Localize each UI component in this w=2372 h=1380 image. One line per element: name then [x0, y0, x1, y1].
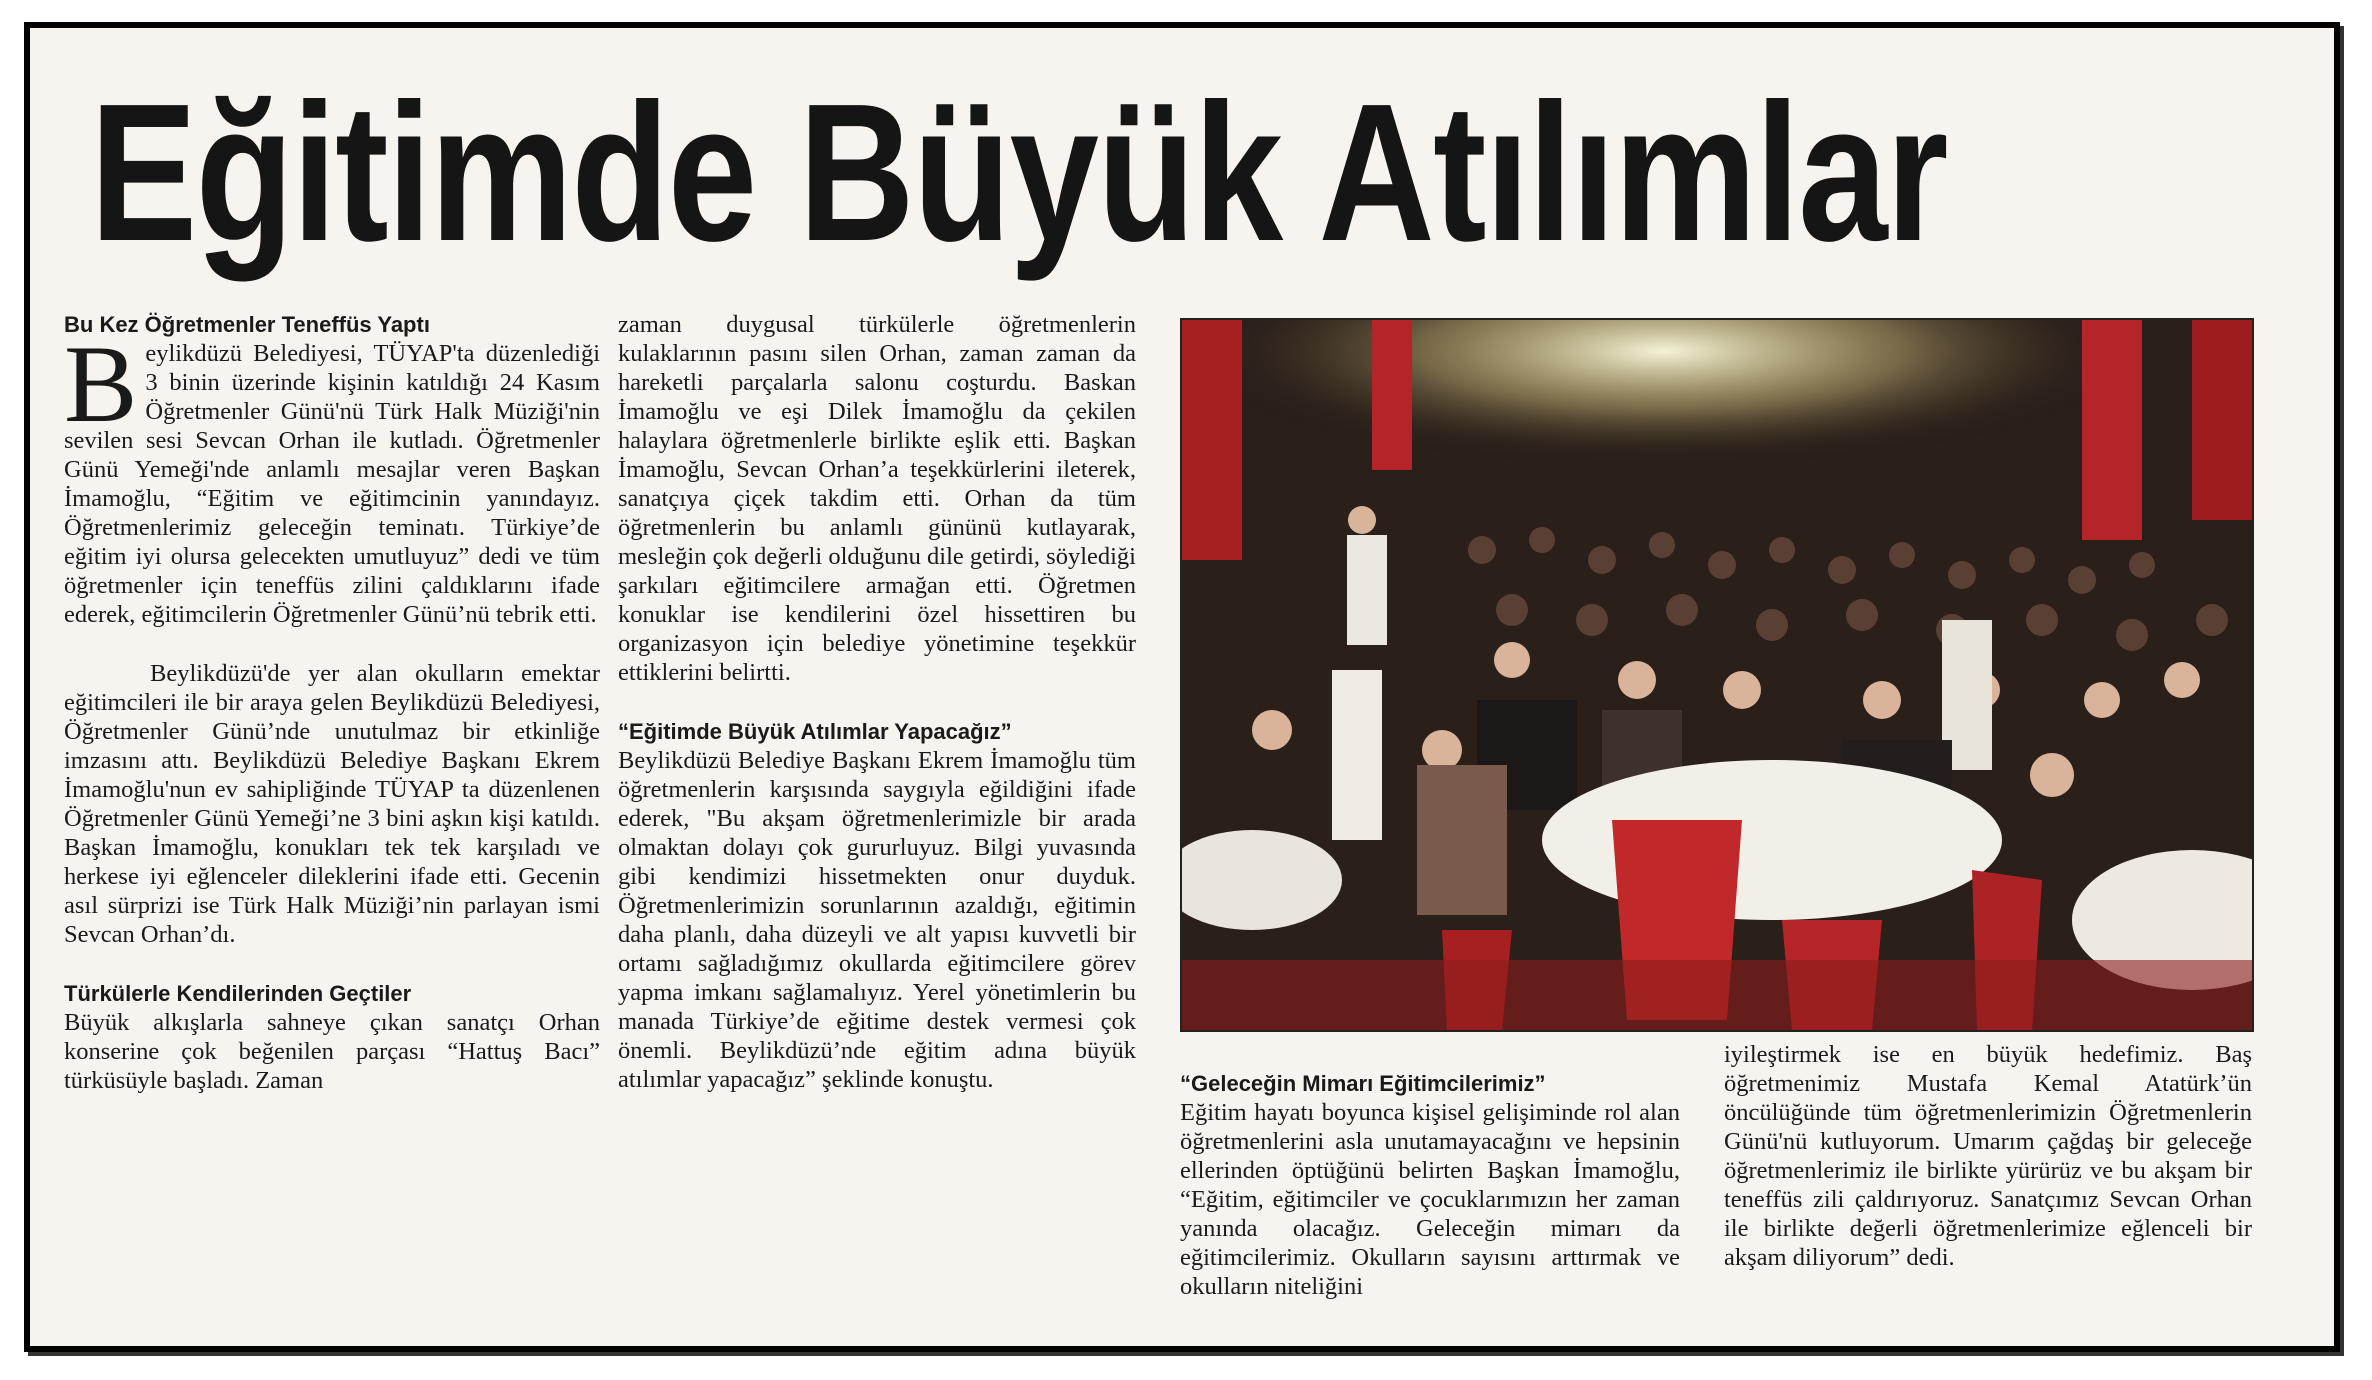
subhead-mimari: “Geleceğin Mimarı Eğitimcilerimiz” — [1180, 1071, 1546, 1096]
column-4 — [1724, 1040, 2252, 1272]
column-3 — [1180, 1040, 1680, 1301]
paragraph: Beylikdüzü'de yer alan okulların emektar eğitimcileri ile bir araya gelen Beylikdüzü Belediyesi, Öğretmenler Günü’nde unutulmaz bir etkinliğe imzasını attı. Beylikdüzü Belediye Başkanı Ekrem İmamoğlu'nun ev sahipliğinde TÜYAP ta düzenlenen Öğretmenler Günü Yemeği’ne 3 bini aşkın kişi katıldı. Başkan İmamoğlu, konukları tek tek karşıladı ve herkese iyi eğlenceler dileklerini ifade etti. Gecenin asıl sürprizi ise Türk Halk Müziği’nin parlayan ismi Sevcan Orhan’dı. — [64, 660, 600, 948]
drop-cap: B — [64, 323, 138, 445]
subhead-atilimlar: “Eğitimde Büyük Atılımlar Yapacağız” — [618, 719, 1012, 744]
event-photo-icon — [1182, 320, 2252, 1030]
paragraph: iyileştirmek ise en büyük hedefimiz. Baş öğretmenimiz Mustafa Kemal Atatürk’ün öncülüğünde tüm öğretmenlerimizin Öğretmenlerin Günü'nü kutluyorum. Umarım çağdaş bir geleceğe öğretmenlerimiz ile birlikte yürürüz ve bu akşam bir teneffüs zili çaldırıyoruz. Sanatçımız Sevcan Orhan ile birlikte değerli öğretmenlerimize eğlenceli bir akşam diliyorum” dedi. — [1724, 1041, 2252, 1271]
subhead-turkuler: Türkülerle Kendilerinden Geçtiler — [64, 981, 412, 1006]
paragraph: zaman duygusal türkülerle öğretmenlerin kulaklarının pasını silen Orhan, zaman zaman da hareketli parçalarla salonu coşturdu. Baskan İmamoğlu ve eşi Dilek İmamoğlu da çekilen halaylara öğretmenlerle birlikte eşlik etti. Başkan İmamoğlu, Sevcan Orhan’a teşekkürlerini ileterek, sanatçıya çiçek takdim etti. Orhan da tüm öğretmenlerin bu anlamlı gününü kutlayarak, mesleğin çok değerli olduğunu dile getirdi, söylediği şarkıları eğitimcilere armağan etti. Öğretmen konuklar ise kendilerini özel hissettiren bu organizasyon için belediye yönetimine teşekkür ettiklerini belirtti. — [618, 311, 1136, 686]
headline: Eğitimde Büyük Atılımlar — [90, 63, 1947, 282]
paragraph: Büyük alkışlarla sahneye çıkan sanatçı Orhan konserine çok beğenilen parçası “Hattuş Bacı” türküsüyle başladı. Zaman — [64, 1009, 600, 1094]
paragraph-text: eylikdüzü Belediyesi, TÜYAP'ta düzenlediği 3 binin üzerinde kişinin katıldığı 24 Kasım Öğretmenler Günü'nü Türk Halk Müziği'nin sevilen sesi Sevcan Orhan ile kutladı. Öğretmenler Günü Yemeği'nde anlamlı mesajlar veren Başkan İmamoğlu, “Eğitim ve eğitimcinin yanındayız. Öğretmenlerimiz geleceğin teminatı. Türkiye’de eğitim iyi olursa gelecekten umutluyuz” dedi ve tüm öğretmenler için teneffüs zilini çaldıklarını ifade ederek, eğitimcilerin Öğretmenler Günü’nü tebrik etti. — [64, 340, 600, 628]
subhead-teneffus: Bu Kez Öğretmenler Teneffüs Yaptı — [64, 312, 430, 337]
column-2 — [618, 310, 1136, 1094]
column-1 — [64, 310, 600, 1095]
paragraph: Eğitim hayatı boyunca kişisel gelişiminde rol alan öğretmenlerini asla unutamayacağını ve hepsinin ellerinden öptüğünü belirten Başkan İmamoğlu, “Eğitim, eğitimciler ve çocuklarımızın her zaman yanında olacağız. Geleceğin mimarı da eğitimcilerimiz. Okulların sayısını arttırmak ve okulların niteliğini — [1180, 1099, 1680, 1300]
event-photo — [1180, 318, 2254, 1032]
paragraph: Beylikdüzü Belediye Başkanı Ekrem İmamoğlu tüm öğretmenlerin karşısında saygıyla eğildiğini ifade ederek, "Bu akşam öğretmenlerimizle bir arada olmaktan dolayı çok gururluyuz. Bilgi yuvasında gibi kendimizi hissetmekten onur duyduk. Öğretmenlerimizin sorunlarının azaldığı, eğitimin daha planlı, daha düzeyli ve alt yapısı kuvvetli bir ortamı sağladığımız okullarda eğitimcilere görev yapma imkanı sağlamalıyız. Yerel yönetimlerin bu manada Türkiye’de eğitime destek vermesi çok önemli. Beylikdüzü’nde eğitim adına büyük atılımlar yapacağız” şeklinde konuştu. — [618, 747, 1136, 1093]
newspaper-clipping — [24, 22, 2340, 1352]
